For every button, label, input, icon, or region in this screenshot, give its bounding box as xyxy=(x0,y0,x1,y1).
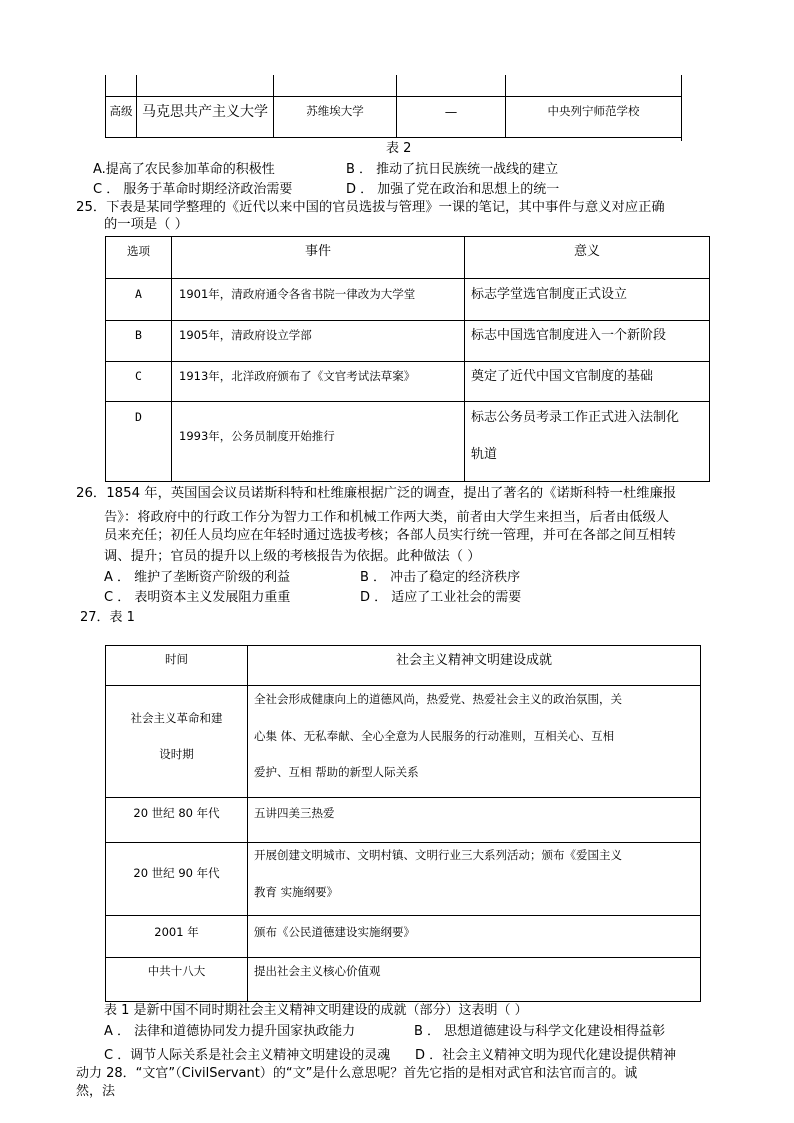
table-cell-level: 高级 xyxy=(109,104,133,118)
table-cell-meaning: 标志中国选官制度进入一个新阶段 xyxy=(471,328,667,343)
option-d: D ． 加强了党在政治和思想上的统一 xyxy=(346,182,560,197)
table-border xyxy=(105,320,710,321)
table-cell-achievement: 教育 实施纲要》 xyxy=(254,885,339,899)
table-border xyxy=(105,797,701,798)
table-border xyxy=(709,236,710,482)
table-header: 事件 xyxy=(304,244,331,259)
table-cell-period: 20 世纪 80 年代 xyxy=(133,806,220,820)
option-a: A ． 法律和道德协同发力提升国家执政能力 xyxy=(104,1024,356,1039)
table-header: 时间 xyxy=(165,652,188,666)
table-cell-event: 1913年，北洋政府颁布了《文官考试法草案》 xyxy=(179,369,416,383)
table-cell-event: 1993年，公务员制度开始推行 xyxy=(179,429,335,443)
table-cell-period: 社会主义革命和建 xyxy=(130,711,223,725)
option-c: C ．调节人际关系是社会主义精神文明建设的灵魂 xyxy=(104,1048,391,1063)
table-cell-meaning: 标志学堂选官制度正式设立 xyxy=(471,287,628,302)
option-c: C ． 服务于革命时期经济政治需要 xyxy=(93,182,293,197)
table-cell-achievement: 全社会形成健康向上的道德风尚，热爱党、热爱社会主义的政治氛围，关 xyxy=(254,692,622,706)
table-border xyxy=(105,236,106,482)
table-cell-period: 设时期 xyxy=(159,747,194,761)
option-b: B ． 推动了抗日民族统一战线的建立 xyxy=(346,162,559,177)
table-cell-period: 20 世纪 90 年代 xyxy=(133,866,220,880)
table-cell-achievement: 提出社会主义核心价值观 xyxy=(254,964,381,978)
table-cell-achievement: 五讲四美三热爱 xyxy=(254,806,335,820)
table-border xyxy=(105,278,710,279)
option-b: B ． 思想道德建设与科学文化建设相得益彰 xyxy=(414,1024,666,1039)
question-stem: 告》：将政府中的行政工作分为智力工作和机械工作两大类，前者由大学生来担当，后者由低级人 xyxy=(104,510,670,525)
table-border xyxy=(105,915,701,916)
table-cell-option: A xyxy=(135,287,142,301)
option-a: A ． 维护了垄断资产阶级的利益 xyxy=(104,570,291,585)
table-cell-meaning: 轨道 xyxy=(471,447,498,462)
table-border xyxy=(105,481,710,482)
table-cell-period: 2001 年 xyxy=(154,925,199,939)
question-stem: 然，法 xyxy=(76,1084,116,1099)
table-cell-achievement: 开展创建文明城市、文明村镇、文明行业三大系列活动；颁布《爱国主义 xyxy=(254,848,622,862)
table-border xyxy=(681,75,682,141)
table-cell: 马克思共产主义大学 xyxy=(142,104,268,120)
table-cell-period: 中共十八大 xyxy=(147,964,206,978)
table-cell-option: D xyxy=(135,410,142,424)
table-cell-option: B xyxy=(135,328,142,342)
table-cell: — xyxy=(444,103,458,119)
question-title: 27．表 1 xyxy=(80,610,135,625)
question-stem: 25．下表是某同学整理的《近代以来中国的官员选拔与管理》一课的笔记，其中事件与意义对应正确 xyxy=(76,200,665,215)
option-a: A.提高了农民参加革命的积极性 xyxy=(93,162,275,177)
table-border xyxy=(105,236,710,237)
table-border xyxy=(105,137,682,138)
table-border xyxy=(105,1001,701,1002)
table-cell-achievement: 爱护、互相 帮助的新型人际关系 xyxy=(254,765,419,779)
table-header: 意义 xyxy=(573,244,600,259)
table-header: 选项 xyxy=(127,244,150,258)
table-cell-meaning: 奠定了近代中国文官制度的基础 xyxy=(471,369,654,384)
question-stem: 的一项是（ ） xyxy=(104,217,189,232)
table-border xyxy=(700,645,701,1002)
question-stem: 动力 28．“文官”（CivilServant）的“文”是什么意思呢？首先它指的是相对武官和法官而言的。诚 xyxy=(76,1066,638,1081)
table-border xyxy=(105,957,701,958)
table-border xyxy=(247,645,248,1002)
table-border xyxy=(105,645,701,646)
table-header: 社会主义精神文明建设成就 xyxy=(395,653,552,668)
table-border xyxy=(105,842,701,843)
table-cell: 苏维埃大学 xyxy=(306,104,364,118)
option-b: B ． 冲击了稳定的经济秩序 xyxy=(360,570,521,585)
option-c: C ． 表明资本主义发展阻力重重 xyxy=(104,590,291,605)
table-border xyxy=(105,361,710,362)
table-border xyxy=(105,645,106,1002)
table-cell-option: C xyxy=(135,369,142,383)
table-caption: 表 2 xyxy=(386,141,412,156)
option-d: D ． 适应了工业社会的需要 xyxy=(360,590,522,605)
table-cell: 中央列宁师范学校 xyxy=(547,104,640,118)
table-border xyxy=(105,401,710,402)
table-cell-meaning: 标志公务员考录工作正式进入法制化 xyxy=(471,410,680,425)
table-border xyxy=(171,236,172,482)
table-border xyxy=(105,685,701,686)
question-stem: 表 1 是新中国不同时期社会主义精神文明建设的成就（部分）这表明（ ） xyxy=(104,1003,528,1018)
table-border xyxy=(464,236,465,482)
table-cell-achievement: 颁布《公民道德建设实施纲要》 xyxy=(254,925,415,939)
question-stem: 26．1854 年，英国国会议员诺斯科特和杜维廉根据广泛的调查，提出了著名的《诺斯科特一杜维廉报 xyxy=(76,486,677,501)
question-stem: 调、提升；官员的提升以上级的考核报告为依据。此种做法（ ） xyxy=(104,549,481,564)
option-d: D ．社会主义精神文明为现代化建设提供精神 xyxy=(415,1048,677,1063)
table-cell-event: 1905年，清政府设立学部 xyxy=(179,328,312,342)
question-stem: 员来充任；初任人员均应在年轻时通过选拔考核；各部人员实行统一管理，并可在各部之间互相转 xyxy=(104,528,676,543)
table-cell-event: 1901年，清政府通令各省书院一律改为大学堂 xyxy=(179,287,416,301)
table-cell-achievement: 心集 体、无私奉献、全心全意为人民服务的行动准则，互相关心、互相 xyxy=(254,729,615,743)
